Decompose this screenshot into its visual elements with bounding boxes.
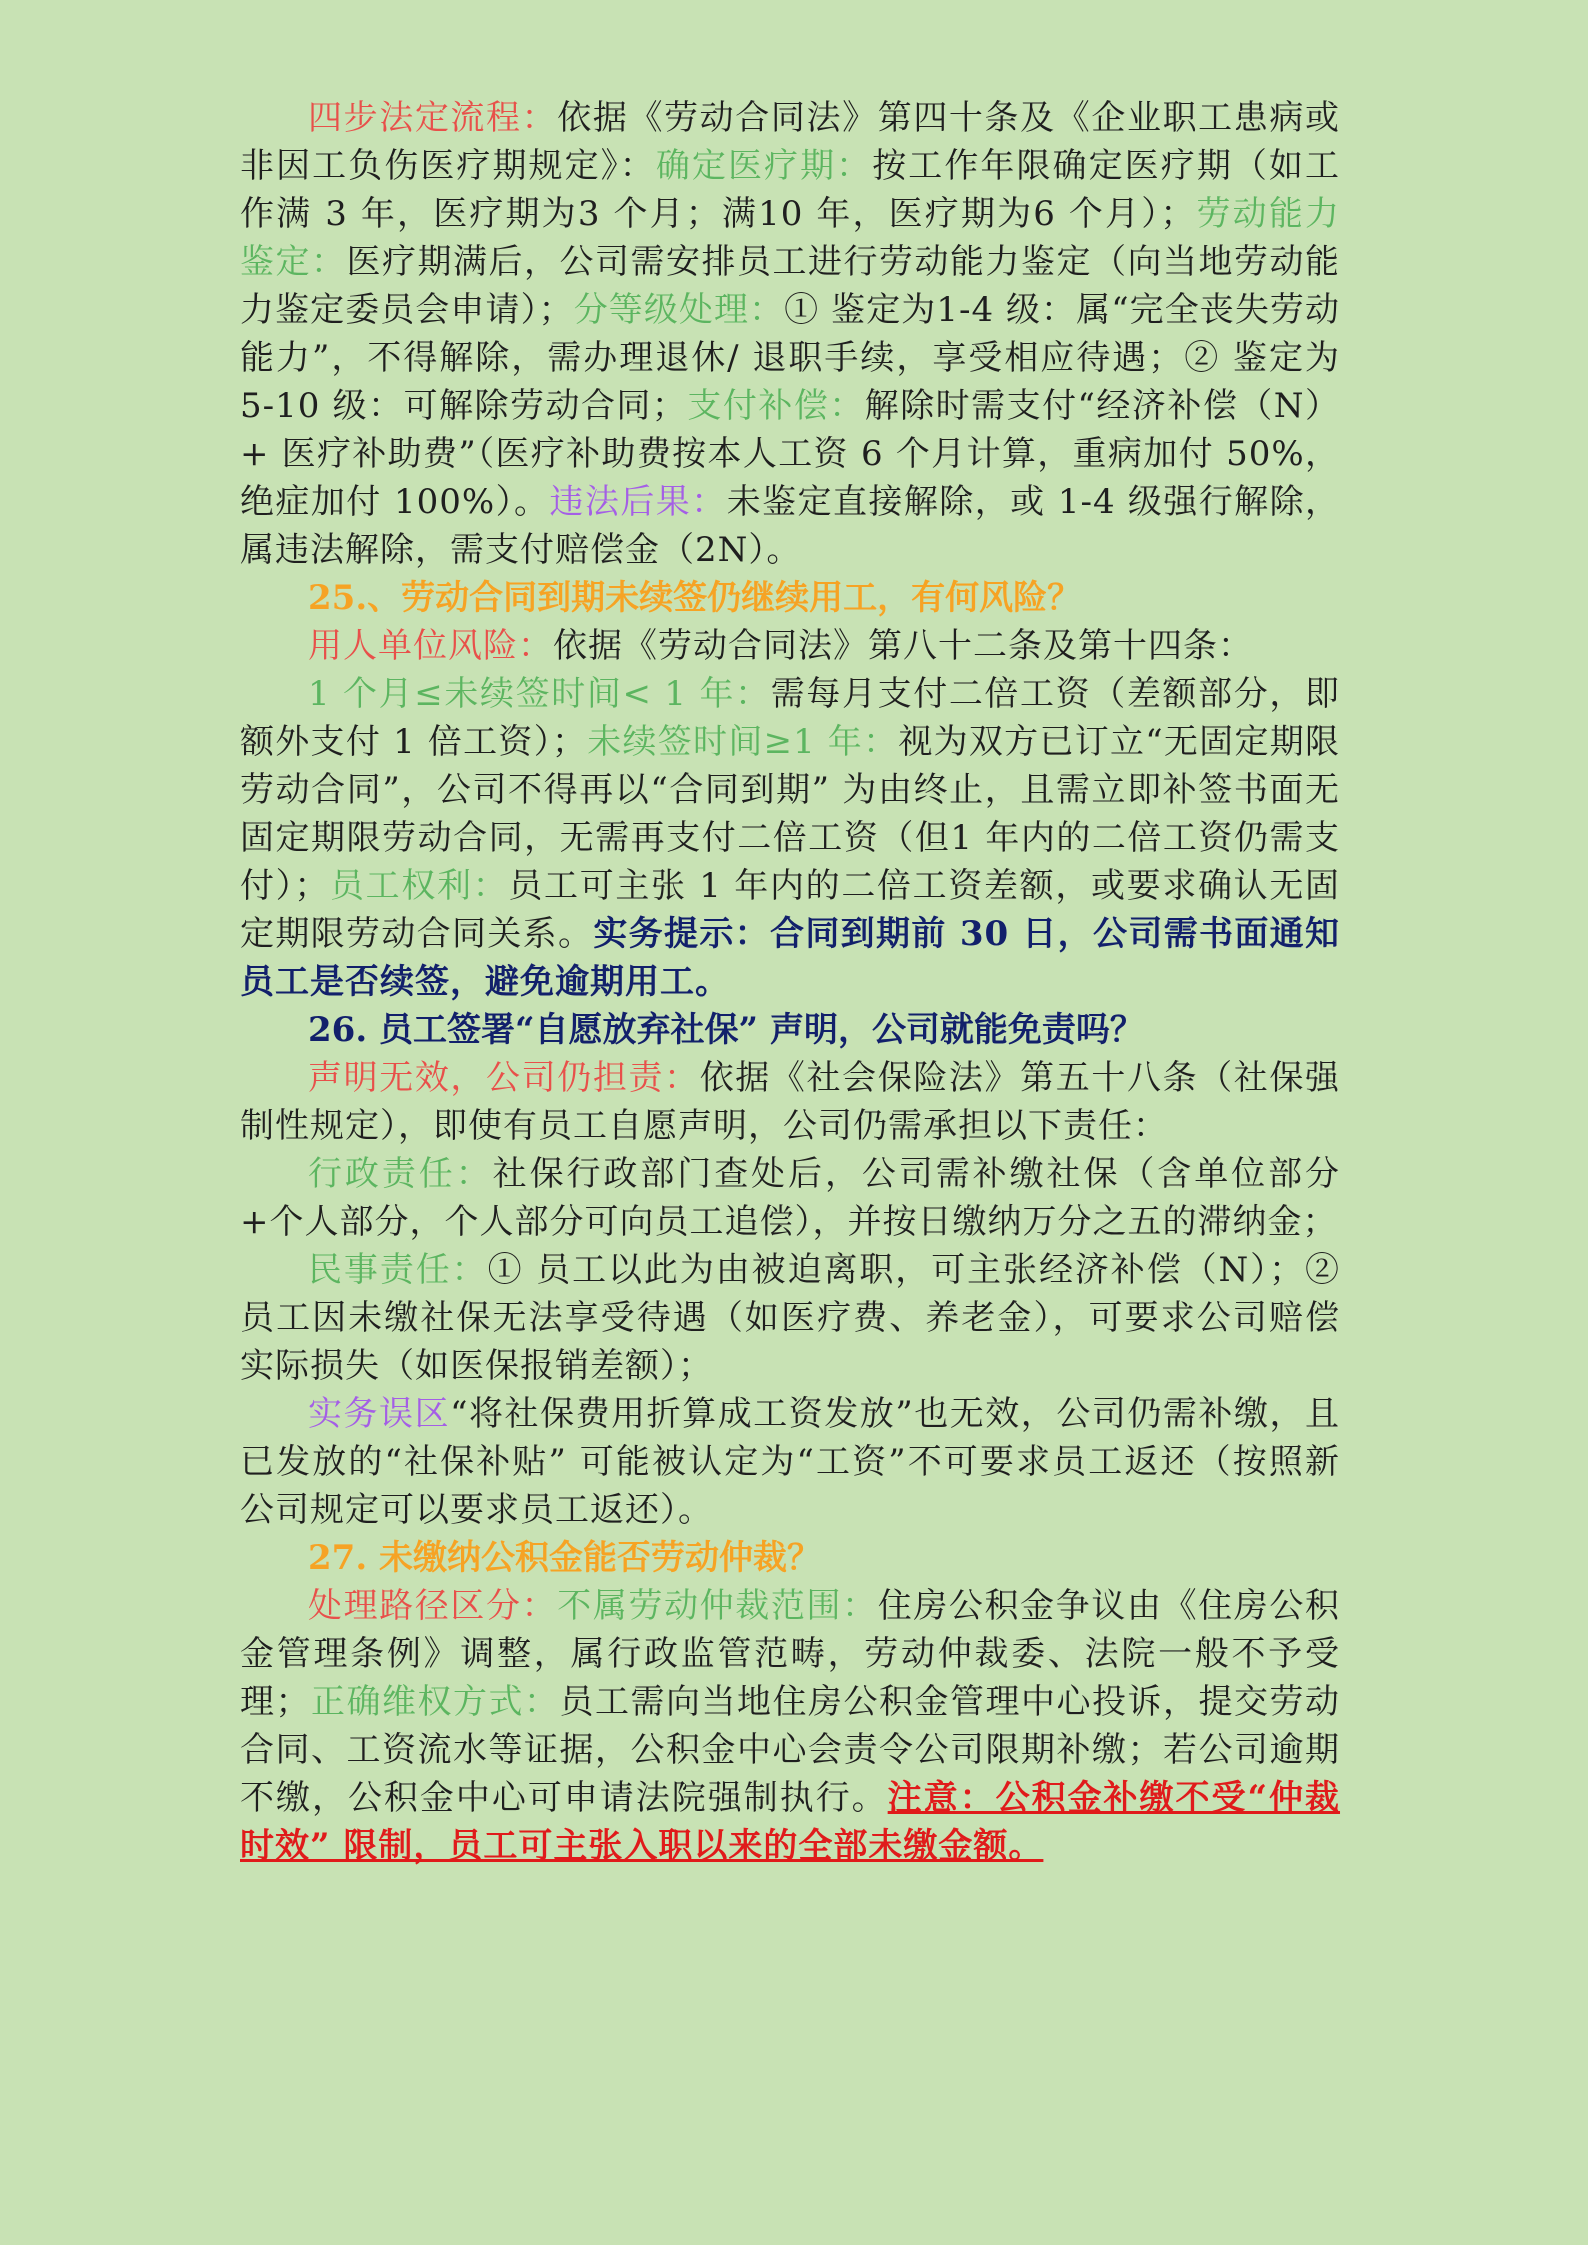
sec25-heading-employer-risk: 用人单位风险： [308, 626, 553, 666]
sec24-paragraph [240, 94, 1340, 574]
sec26-text: ① 员工以此为由被迫离职，可主张经济补偿（N）；② 员工因未缴社保无法享受待遇（如医疗费、养老金），可要求公司赔偿实际损失（如医保报销差额）； [240, 1250, 1340, 1386]
sec25-text: 依据《劳动合同法》第八十二条及第十四条： [553, 626, 1253, 666]
sec26-heading-civil-liability: 民事责任： [308, 1250, 488, 1290]
sec25-heading-under-one-year: 1 个月≤未续签时间< 1 年： [308, 674, 771, 714]
sec25-question: 25.、劳动合同到期未续签仍继续用工，有何风险？ [308, 578, 1082, 618]
sec25-practice-tip: 实务提示：合同到期前 30 日，公司需书面通知员工是否续签，避免逾期用工。 [240, 914, 1340, 1002]
sec26-heading-misconception: 实务误区 [308, 1394, 451, 1434]
sec24-heading-consequence: 违法后果： [549, 482, 727, 522]
sec26-misconception-paragraph [240, 1390, 1340, 1534]
sec26-text: 依据《社会保险法》第五十八条（社保强制性规定），即使有员工自愿声明，公司仍需承担以下责任： [240, 1058, 1341, 1146]
sec24-text: 依据《劳动合同法》第四十条及《企业职工患病或非因工负伤医疗期规定》： [240, 98, 1340, 186]
sec26-civil-paragraph [240, 1246, 1340, 1390]
sec24-text: 医疗期满后，公司需安排员工进行劳动能力鉴定（向当地劳动能力鉴定委员会申请）； [240, 242, 1340, 330]
sec25-text: 视为双方已订立“无固定期限劳动合同”，公司不得再以“合同到期” 为由终止，且需立即补签书面无固定期限劳动合同，无需再支付二倍工资（但1 年内的二倍工资仍需支付）； [240, 722, 1340, 906]
sec26-heading-invalid: 声明无效，公司仍担责： [308, 1058, 700, 1098]
sec27-paragraph [240, 1582, 1340, 1870]
sec24-heading-procedure: 四步法定流程： [308, 98, 558, 138]
sec24-heading-ability-assessment: 劳动能力鉴定： [240, 194, 1340, 282]
sec27-warning-note: 注意：公积金补缴不受“仲裁时效” 限制，员工可主张入职以来的全部未缴金额。 [240, 1778, 1341, 1866]
sec27-text: 住房公积金争议由《住房公积金管理条例》调整，属行政监管范畴，劳动仲裁委、法院一般不予受理； [240, 1586, 1341, 1722]
sec27-heading-correct-way: 正确维权方式： [310, 1682, 560, 1722]
sec24-heading-grading: 分等级处理： [573, 290, 785, 330]
sec24-heading-compensation: 支付补偿： [686, 386, 865, 426]
sec25-heading-employee-rights: 员工权利： [329, 866, 509, 906]
sec24-text: 未鉴定直接解除，或 1-4 级强行解除，属违法解除，需支付赔偿金（2N）。 [240, 482, 1341, 570]
sec26-heading-admin-liability: 行政责任： [308, 1154, 493, 1194]
sec24-text: ① 鉴定为1-4 级：属“完全丧失劳动能力”，不得解除，需办理退休/ 退职手续，享受相应待遇；② 鉴定为5-10 级：可解除劳动合同； [240, 290, 1341, 426]
sec27-text: 员工需向当地住房公积金管理中心投诉，提交劳动合同、工资流水等证据，公积金中心会责令公司限期补缴；若公司逾期不缴，公积金中心可申请法院强制执行。 [240, 1682, 1340, 1818]
sec26-text: “将社保费用折算成工资发放”也无效，公司仍需补缴，且已发放的“社保补贴” 可能被认定为“工资”不可要求员工返还（按照新公司规定可以要求员工返还）。 [240, 1394, 1341, 1530]
sec25-text: 员工可主张 1 年内的二倍工资差额，或要求确认无固定期限劳动合同关系。 [240, 866, 1341, 954]
sec24-text: 解除时需支付“经济补偿（N）+ 医疗补助费”（医疗补助费按本人工资 6 个月计算，重病加付 50%，绝症加付 100%）。 [240, 386, 1340, 522]
sec25-heading-over-one-year: 未续签时间≥1 年： [586, 722, 899, 762]
sec24-heading-medical-period: 确定医疗期： [655, 146, 873, 186]
sec26-question: 26. 员工签署“自愿放弃社保” 声明，公司就能免责吗？ [308, 1010, 1144, 1050]
sec25-detail-paragraph [240, 670, 1340, 1006]
sec27-question: 27. 未缴纳公积金能否劳动仲裁？ [308, 1538, 821, 1578]
sec26-invalid-paragraph [240, 1054, 1340, 1150]
sec25-risk-paragraph [240, 622, 1340, 670]
sec27-heading-paths: 处理路径区分： [308, 1586, 558, 1626]
sec24-text: 按工作年限确定医疗期（如工作满 3 年，医疗期为3 个月；满10 年，医疗期为6 个月）； [240, 146, 1341, 234]
sec26-text: 社保行政部门查处后，公司需补缴社保（含单位部分+个人部分，个人部分可向员工追偿），并按日缴纳万分之五的滞纳金； [240, 1154, 1341, 1242]
sec27-heading-not-arbitration: 不属劳动仲裁范围： [557, 1586, 878, 1626]
sec26-admin-paragraph [240, 1150, 1340, 1246]
sec25-text: 需每月支付二倍工资（差额部分，即额外支付 1 倍工资）； [240, 674, 1341, 762]
